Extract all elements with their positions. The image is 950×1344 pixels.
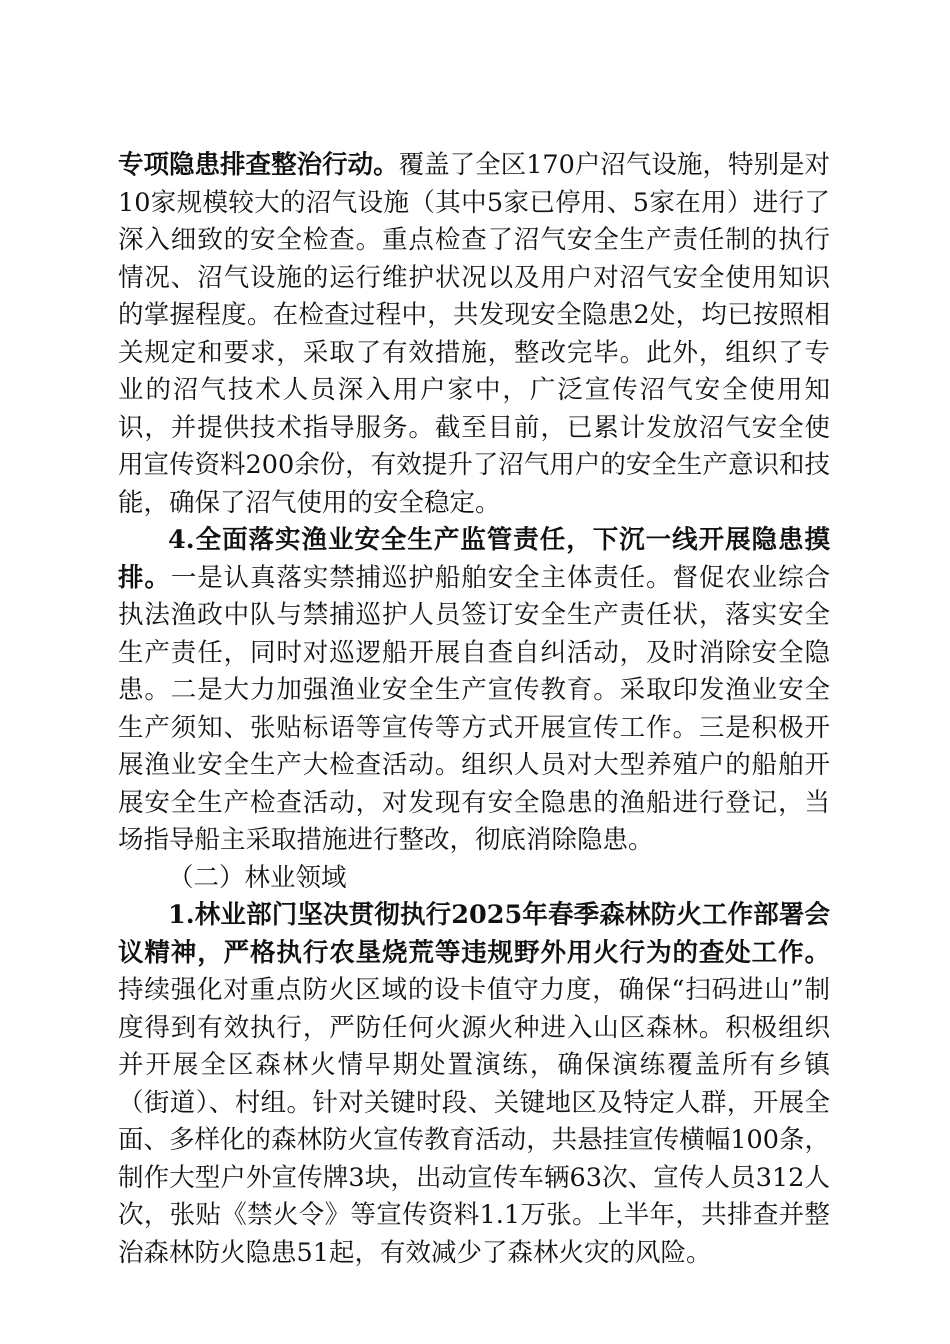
paragraph-lead: 1.林业部门坚决贯彻执行2025年春季森林防火工作部署会议精神，严格执行农垦烧荒等违规野外用火行为的查处工作。: [118, 900, 830, 968]
paragraph-lead: 4.全面落实渔业安全生产监管责任，下沉一线开展隐患摸排。: [118, 525, 830, 593]
paragraph-forest-fire-prevention: [118, 897, 830, 1272]
paragraph-body: 一是认真落实禁捕巡护船舶安全主体责任。督促农业综合执法渔政中队与禁捕巡护人员签订安全生产责任状，落实安全生产责任，同时对巡逻船开展自查自纠活动，及时消除安全隐患。二是大力加强渔业安全生产宣传教育。采取印发渔业安全生产须知、张贴标语等宣传等方式开展宣传工作。三是积极开展渔业安全生产大检查活动。组织人员对大型养殖户的船舶开展安全生产检查活动，对发现有安全隐患的渔船进行登记，当场指导船主采取措施进行整改，彻底消除隐患。: [118, 562, 830, 855]
document-page: [118, 147, 830, 1272]
section-heading-forestry: （二）林业领域: [168, 862, 347, 893]
paragraph-body: 覆盖了全区170户沼气设施，特别是对10家规模较大的沼气设施（其中5家已停用、5家在用）进行了深入细致的安全检查。重点检查了沼气安全生产责任制的执行情况、沼气设施的运行维护状况以及用户对沼气安全使用知识的掌握程度。在检查过程中，共发现安全隐患2处，均已按照相关规定和要求，采取了有效措施，整改完毕。此外，组织了专业的沼气技术人员深入用户家中，广泛宣传沼气安全使用知识，并提供技术指导服务。截至目前，已累计发放沼气安全使用宣传资料200余份，有效提升了沼气用户的安全生产意识和技能，确保了沼气使用的安全稳定。: [118, 150, 830, 518]
paragraph-lead: 专项隐患排查整治行动。: [118, 150, 399, 180]
paragraph-biogas-inspection: [118, 147, 830, 522]
paragraph-body: 持续强化对重点防火区域的设卡值守力度，确保“扫码进山”制度得到有效执行，严防任何火源火种进入山区森林。积极组织并开展全区森林火情早期处置演练，确保演练覆盖所有乡镇（街道）、村组。针对关键时段、关键地区及特定人群，开展全面、多样化的森林防火宣传教育活动，共悬挂宣传横幅100条，制作大型户外宣传牌3块，出动宣传车辆63次、宣传人员312人次，张贴《禁火令》等宣传资料1.1万张。上半年，共排查并整治森林防火隐患51起，有效减少了森林火灾的风险。: [118, 975, 830, 1268]
paragraph-fishery-safety: [118, 522, 830, 860]
